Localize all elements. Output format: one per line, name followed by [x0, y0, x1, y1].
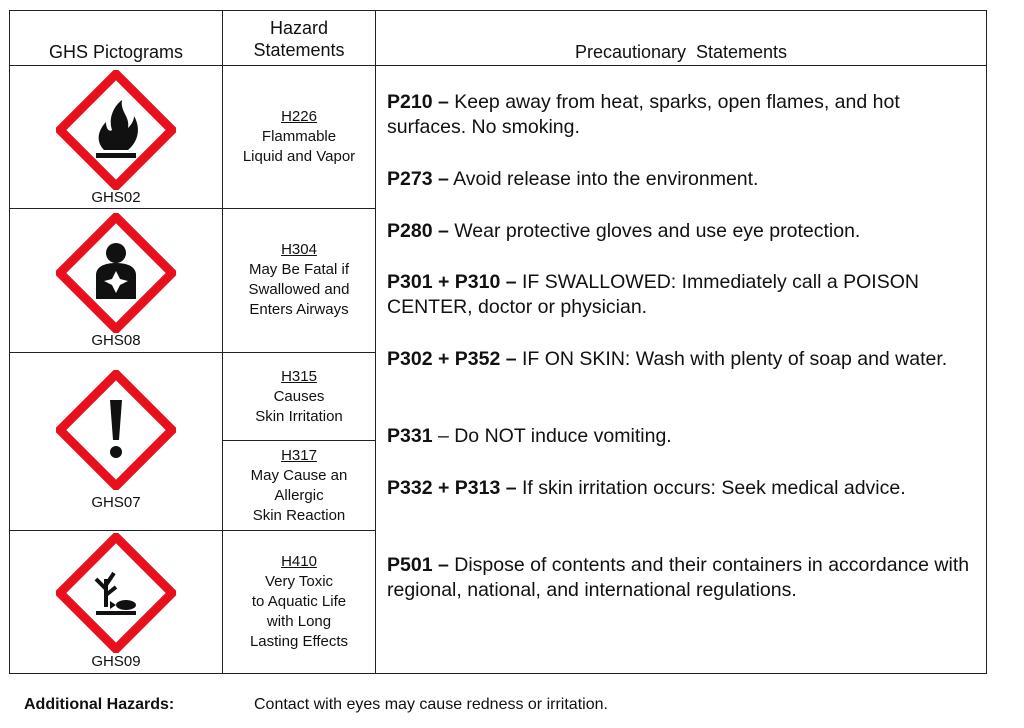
pictogram-code: GHS02	[91, 189, 141, 206]
header-hazard-line1: Hazard	[269, 18, 329, 38]
column-divider-2	[375, 10, 376, 674]
precaution-code: P501 –	[387, 554, 449, 576]
precaution-text: Dispose of contents and their containers in accordance with regional, national, and international regulations.	[387, 554, 970, 601]
hazard-text: Skin Reaction	[252, 507, 346, 524]
row-divider	[222, 440, 376, 441]
hazard-text: May Be Fatal if	[248, 261, 350, 278]
hazard-text: to Aquatic Life	[251, 593, 347, 610]
precaution-p501	[387, 553, 977, 603]
hazard-code: H410	[281, 553, 317, 570]
hazard-code: H226	[281, 108, 317, 125]
precaution-code: P301 + P310 –	[387, 271, 517, 293]
precaution-p210	[387, 90, 977, 140]
exclamation-mark-icon	[56, 370, 176, 490]
hazard-text: Enters Airways	[249, 301, 349, 318]
hazard-code: H317	[281, 447, 317, 464]
precaution-code: P210 –	[387, 91, 449, 113]
precaution-p332-p313	[387, 476, 977, 501]
hazard-text: Skin Irritation	[255, 408, 343, 425]
precaution-code: P302 + P352 –	[387, 348, 517, 370]
precaution-code: P332 + P313 –	[387, 477, 517, 499]
precaution-code: P331	[387, 425, 433, 447]
row-divider	[9, 530, 376, 531]
precaution-p331	[387, 424, 977, 449]
hazard-statement-h317	[223, 446, 375, 526]
flame-icon	[56, 70, 176, 190]
hazard-text: Flammable	[261, 128, 337, 145]
precaution-text: Keep away from heat, sparks, open flames, and hot surfaces. No smoking.	[387, 91, 900, 138]
header-precautionary-statements: Precautionary Statements	[574, 42, 788, 62]
hazard-text: Lasting Effects	[249, 633, 349, 650]
health-hazard-icon	[56, 213, 176, 333]
environment-icon	[56, 533, 176, 653]
precaution-text: If skin irritation occurs: Seek medical advice.	[516, 477, 906, 499]
hazard-text: Very Toxic	[264, 573, 334, 590]
precaution-text: IF SWALLOWED: Immediately call a POISON CENTER, doctor or physician.	[387, 271, 919, 318]
pictogram-code: GHS07	[91, 494, 141, 511]
header-divider	[9, 65, 987, 66]
pictogram-code: GHS09	[91, 653, 141, 670]
table-border-right	[986, 10, 987, 674]
table-border-top	[9, 10, 987, 11]
header-ghs-pictograms: GHS Pictograms	[48, 42, 184, 62]
hazard-text: Causes	[273, 388, 325, 405]
pictogram-code: GHS08	[91, 332, 141, 349]
precaution-text: – Do NOT induce vomiting.	[432, 425, 672, 447]
hazard-statement-h410	[223, 552, 375, 652]
hazard-text: Allergic	[274, 487, 324, 504]
precaution-text: Avoid release into the environment.	[448, 168, 759, 190]
precaution-text: IF ON SKIN: Wash with plenty of soap and water.	[516, 348, 948, 370]
hazard-statement-h304	[223, 240, 375, 320]
additional-hazards-label: Additional Hazards:	[24, 696, 175, 713]
precaution-p301-p310	[387, 270, 977, 320]
precaution-p273	[387, 167, 977, 192]
hazard-text: May Cause an	[250, 467, 348, 484]
header-hazard-line2: Statements	[253, 40, 345, 60]
row-divider	[9, 208, 376, 209]
precaution-code: P280 –	[387, 220, 449, 242]
hazard-text: Liquid and Vapor	[242, 148, 356, 165]
precaution-p302-p352	[387, 347, 977, 372]
precaution-text: Wear protective gloves and use eye protection.	[448, 220, 861, 242]
hazard-code: H304	[281, 241, 317, 258]
hazard-statement-h226	[223, 107, 375, 167]
hazard-statement-h315	[223, 367, 375, 427]
row-divider	[9, 352, 376, 353]
header-hazard-statements	[223, 17, 375, 61]
precaution-p280	[387, 219, 977, 244]
table-border-bottom	[9, 673, 987, 674]
hazard-code: H315	[281, 368, 317, 385]
hazard-text: with Long	[266, 613, 332, 630]
additional-hazards-text: Contact with eyes may cause redness or irritation.	[254, 696, 608, 713]
hazard-text: Swallowed and	[248, 281, 350, 298]
precaution-code: P273 –	[387, 168, 449, 190]
